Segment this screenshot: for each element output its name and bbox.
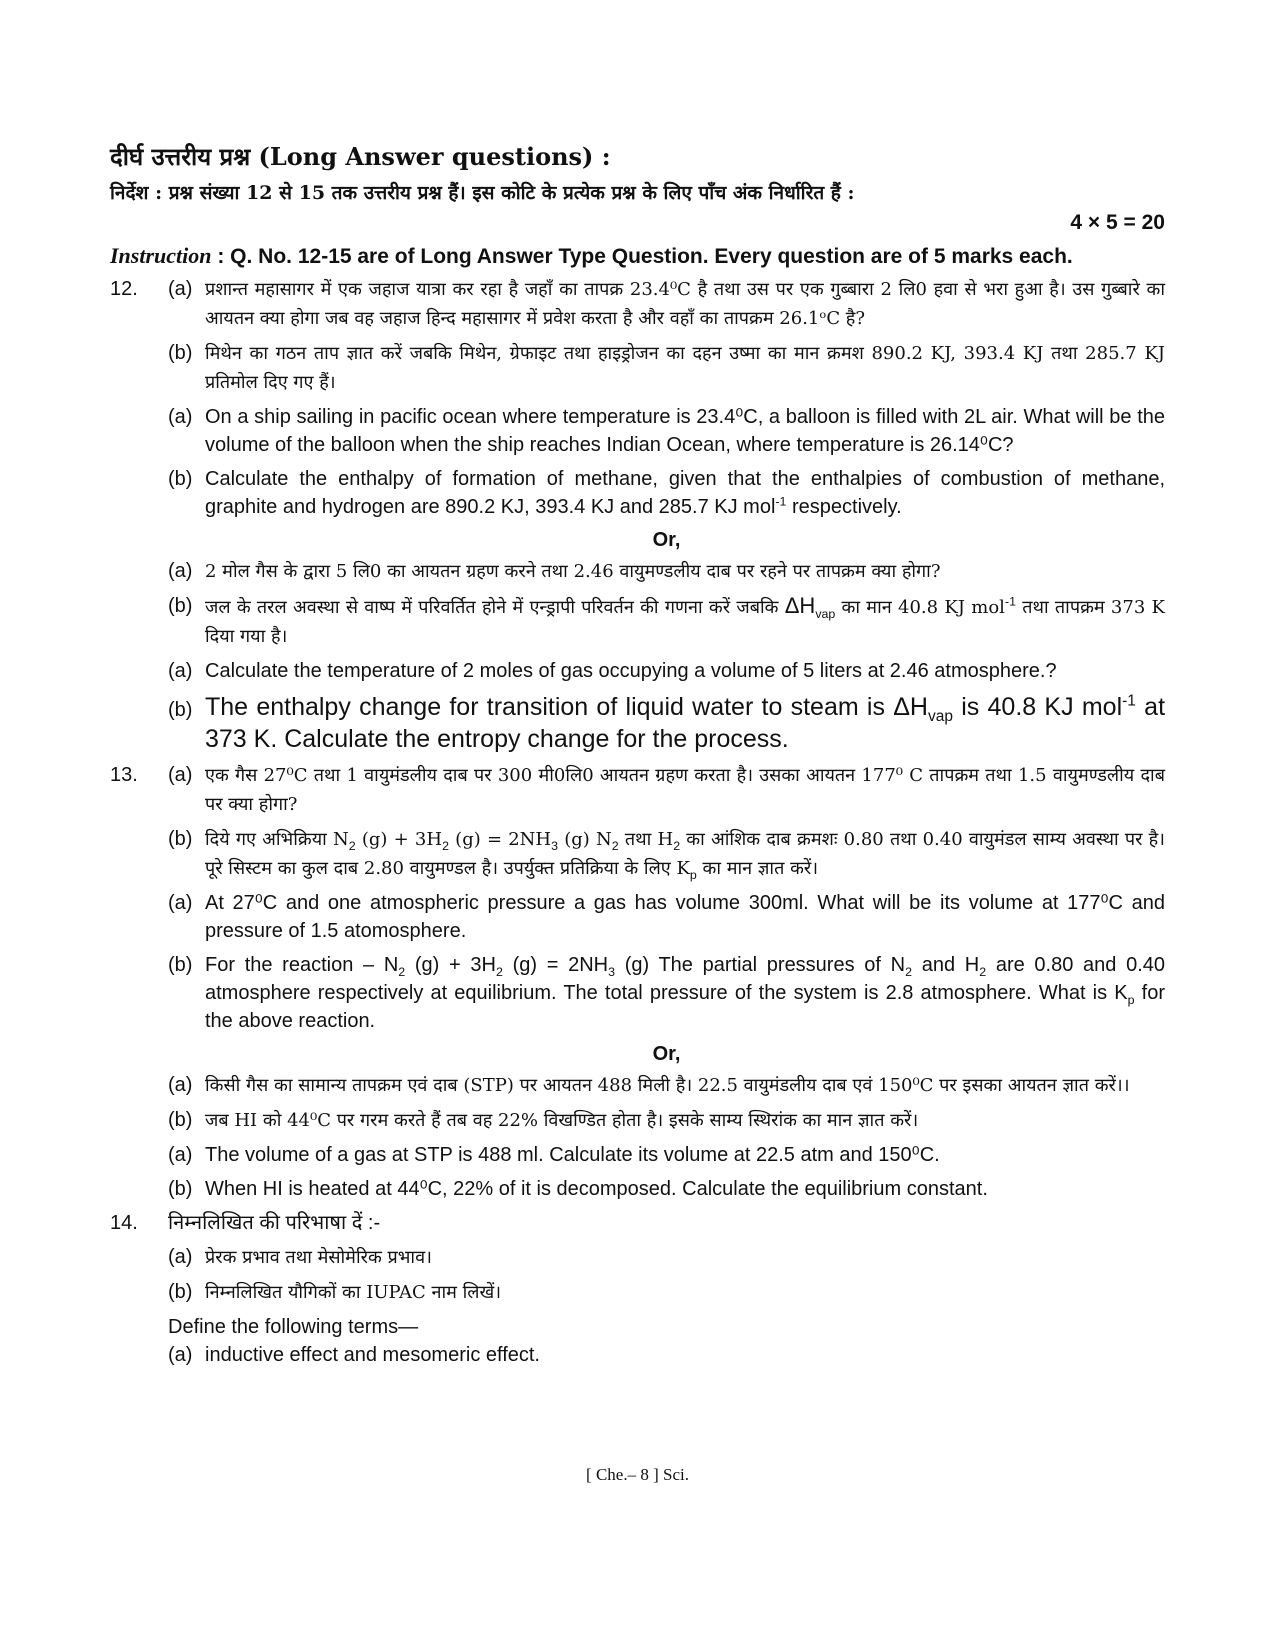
q14-hindi-b: (b) निम्नलिखित यौगिकों का IUPAC नाम लिखें। xyxy=(168,1278,1165,1307)
instruction-label: Instruction xyxy=(110,243,212,268)
part-label: (b) xyxy=(168,595,193,617)
q14-english-intro: Define the following terms— xyxy=(168,1316,419,1338)
q14-hindi-a: (a) प्रेरक प्रभाव तथा मेसोमेरिक प्रभाव। xyxy=(168,1243,1165,1272)
instruction xyxy=(110,240,1165,273)
question-14 xyxy=(110,1209,1165,1369)
question-12 xyxy=(110,275,1165,755)
q14-hindi-intro: निम्नलिखित की परिभाषा दें :- xyxy=(168,1212,381,1234)
part-label: (a) xyxy=(168,406,193,428)
instruction-text: Q. No. 12-15 are of Long Answer Type Question. Every question are of 5 marks each. xyxy=(230,245,1073,268)
q12-english-a: (a) On a ship sailing in pacific ocean where temperature is 23.4⁰C, a balloon is filled with 2L air. What will be the volume of the balloon when the ship reaches Indian Ocean, where temperature is 26.14⁰C? xyxy=(168,403,1165,459)
part-label: (a) xyxy=(168,1344,193,1366)
exam-page xyxy=(110,140,1165,1375)
q13-or-english-b: (b) When HI is heated at 44⁰C, 22% of it is decomposed. Calculate the equilibrium constant. xyxy=(168,1175,1165,1203)
question-number: 13. xyxy=(110,764,138,786)
section-heading xyxy=(110,140,1165,174)
q13-or-hindi-a: (a) किसी गैस का सामान्य तापक्रम एवं दाब (STP) पर आयतन 488 मिली है। 22.5 वायुमंडलीय दाब एवं 150⁰C पर इसका आयतन ज्ञात करें।। xyxy=(168,1071,1165,1100)
heading-hindi: दीर्घ उत्तरीय प्रश्न xyxy=(110,142,251,171)
part-label: (b) xyxy=(168,342,193,364)
part-label: (b) xyxy=(168,1281,193,1303)
part-label: (a) xyxy=(168,560,193,582)
part-label: (a) xyxy=(168,1246,193,1268)
part-label: (a) xyxy=(168,1074,193,1096)
part-label: (a) xyxy=(168,892,193,914)
part-label: (b) xyxy=(168,954,193,976)
part-label: (a) xyxy=(168,278,193,300)
directive-text: निर्देश : प्रश्न संख्या 12 से 15 तक उत्तरीय प्रश्न हैं। इस कोटि के प्रत्येक प्रश्न के लिए पाँच अंक निर्धारित हैं : xyxy=(110,182,855,204)
q12-or-hindi-a: (a) 2 मोल गैस के द्वारा 5 लि0 का आयतन ग्रहण करने तथा 2.46 वायुमण्डलीय दाब पर रहने पर तापक्रम क्या होगा? xyxy=(168,557,1165,586)
q14-english-a: (a) inductive effect and mesomeric effect. xyxy=(168,1341,1165,1369)
q13-hindi-a: (a) एक गैस 27⁰C तथा 1 वायुमंडलीय दाब पर 300 मी0लि0 आयतन ग्रहण करता है। उसका आयतन 177⁰ C तापक्रम तथा 1.5 वायुमण्डलीय दाब पर क्या होगा? xyxy=(168,761,1165,819)
page-footer: [ Che.– 8 ] Sci. xyxy=(586,1465,689,1484)
part-label: (b) xyxy=(168,468,193,490)
part-label: (a) xyxy=(168,764,193,786)
question-number: 12. xyxy=(110,278,138,300)
part-label: (a) xyxy=(168,660,193,682)
q13-english-b: (b) For the reaction – $N_2$ $(g) + 3H_2$ $(g) = 2NH_3$ (g) The partial pressures of $N_2$ and $H_2$ are 0.80 and 0.40 atmosphere respectively at equilibrium. The total pressure of the system is 2.8 atmosphere. What is $K_p$ for the above reaction. xyxy=(168,951,1165,1035)
part-label: (b) xyxy=(168,828,193,850)
q12-or-english-a: (a) Calculate the temperature of 2 moles of gas occupying a volume of 5 liters at 2.46 atmosphere.? xyxy=(168,657,1165,685)
question-number: 14. xyxy=(110,1212,138,1234)
q12-or-hindi-b: (b) जल के तरल अवस्था से वाष्प में परिवर्तित होने में एन्ड्रापी परिवर्तन की गणना करें जबकि $\Delta H_{vap}$ का मान 40.8 KJ mol$^{-1}$ तथा तापक्रम 373 K दिया गया है। xyxy=(168,593,1165,647)
part-label: (b) xyxy=(168,699,193,721)
part-label: (a) xyxy=(168,1144,193,1166)
instruction-sep: : xyxy=(211,245,231,268)
q12-or-english-b: (b) The enthalpy change for transition of liquid water to steam is $\Delta H_{vap}$ is 40.8 KJ mol$^{-1}$ at 373 K. Calculate the entropy change for the process. xyxy=(168,692,1166,753)
q13-or-hindi-b: (b) जब HI को 44⁰C पर गरम करते हैं तब वह 22% विखण्डित होता है। इसके साम्य स्थिरांक का मान ज्ञात करें। xyxy=(168,1106,1165,1135)
q13-hindi-b: (b) दिये गए अभिक्रिया $N_2$ $(g) + 3H_2$ $(g) = 2NH_3$ (g) $N_2$ तथा $H_2$ का आंशिक दाब क्रमशः 0.80 तथा 0.40 वायुमंडल साम्य अवस्था पर है। पूरे सिस्टम का कुल दाब 2.80 वायुमण्डल है। उपर्युक्त प्रतिक्रिया के लिए $K_p$ का मान ज्ञात करें। xyxy=(168,825,1165,883)
marks-formula: 4 × 5 = 20 xyxy=(1070,211,1165,234)
q13-english-a: (a) At 27⁰C and one atmospheric pressure a gas has volume 300ml. What will be its volume at 177⁰C and pressure of 1.5 atomosphere. xyxy=(168,889,1165,945)
q12-english-b: (b) Calculate the enthalpy of formation of methane, given that the enthalpies of combustion of methane, graphite and hydrogen are 890.2 KJ, 393.4 KJ and 285.7 KJ mol$^{-1}$ respectively. xyxy=(168,465,1165,521)
or-separator: Or, xyxy=(652,529,681,551)
q13-or-english-a: (a) The volume of a gas at STP is 488 ml. Calculate its volume at 22.5 atm and 150⁰C. xyxy=(168,1141,1165,1169)
part-label: (b) xyxy=(168,1178,193,1200)
heading-english: (Long Answer questions) : xyxy=(258,142,611,171)
or-separator: Or, xyxy=(652,1043,681,1065)
part-label: (b) xyxy=(168,1109,193,1131)
question-13 xyxy=(110,761,1165,1203)
q12-hindi-a: (a) प्रशान्त महासागर में एक जहाज यात्रा कर रहा है जहाँ का तापक्र 23.4⁰C है तथा उस पर एक गुब्बारा 2 लि0 हवा से भरा हुआ है। उस गुब्बारे का आयतन क्या होगा जब वह जहाज हिन्द महासागर में प्रवेश करता है और वहाँ का तापक्रम 26.1ᵒC है? xyxy=(168,275,1165,333)
q12-hindi-b: (b) मिथेन का गठन ताप ज्ञात करें जबकि मिथेन, ग्रेफाइट तथा हाइड्रोजन का दहन उष्मा का मान क्रमश 890.2 KJ, 393.4 KJ तथा 285.7 KJ प्रतिमोल दिए गए हैं। xyxy=(168,339,1165,397)
